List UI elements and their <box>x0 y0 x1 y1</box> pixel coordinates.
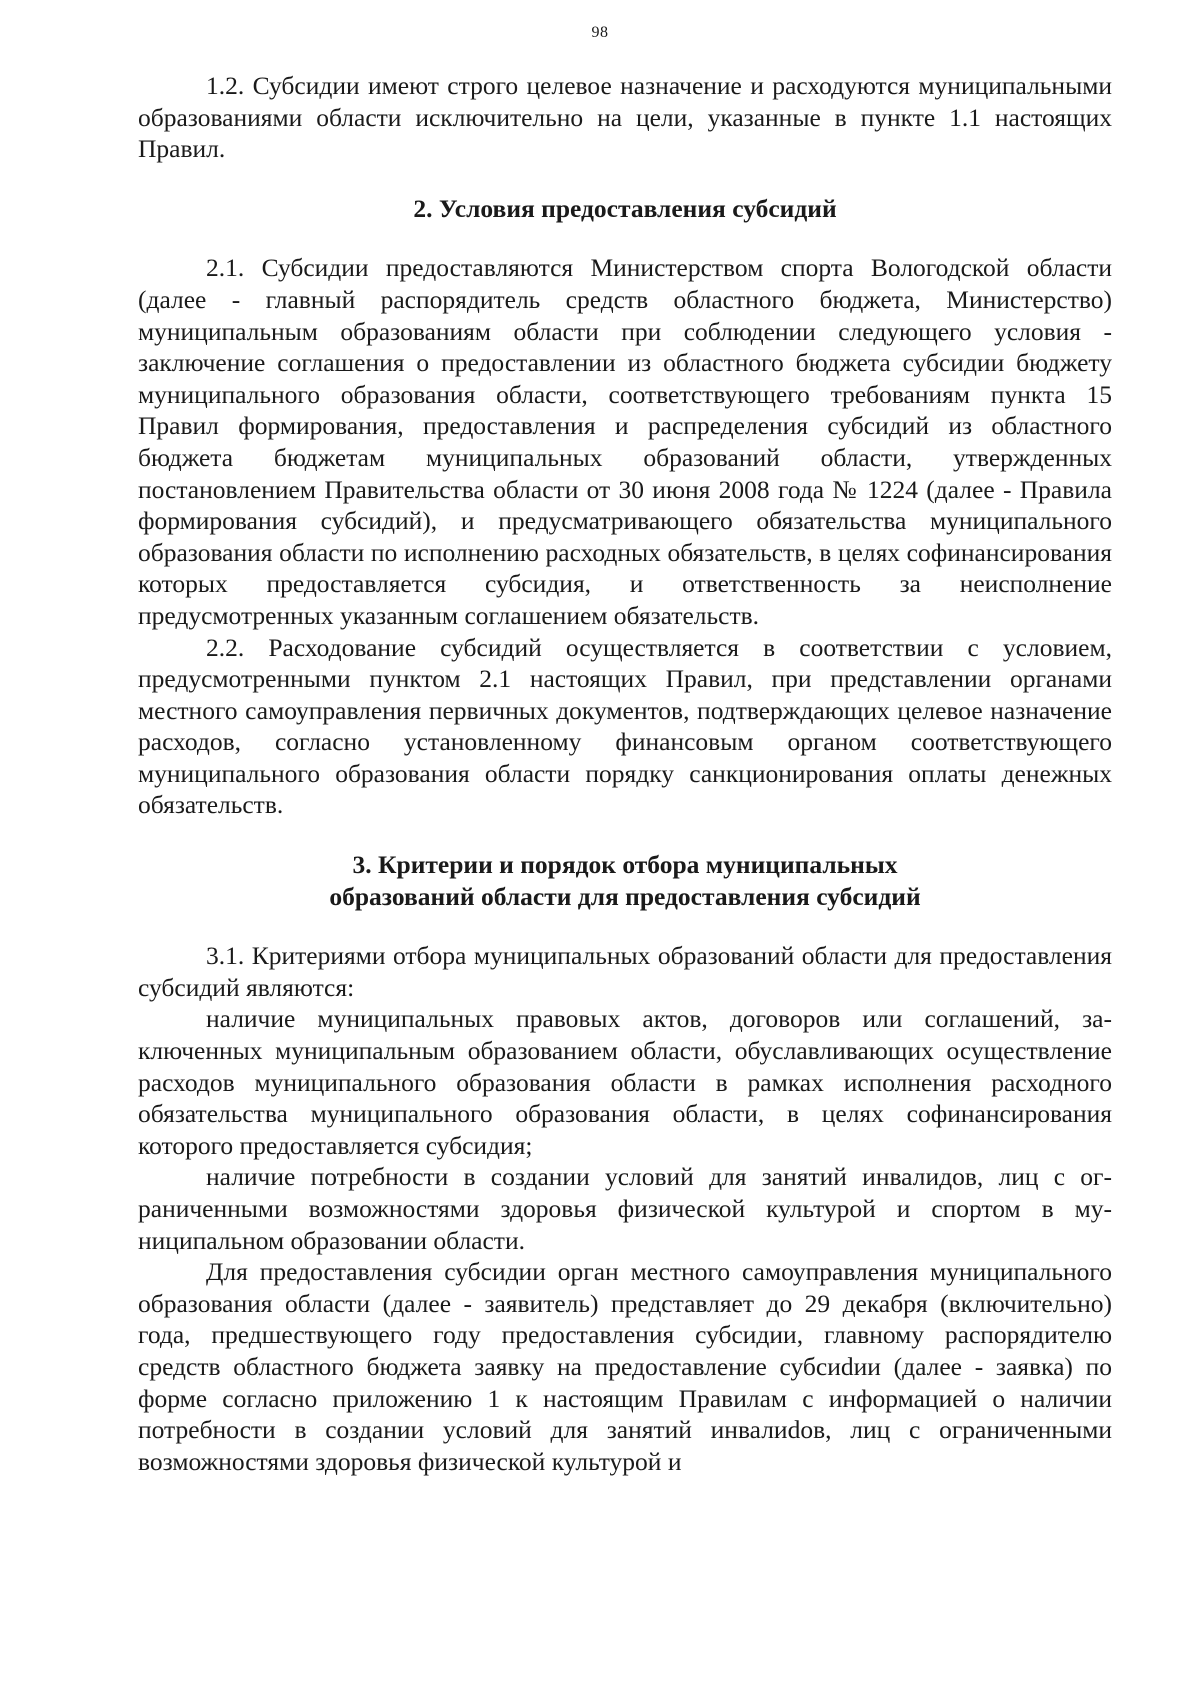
paragraph-2-2: 2.2. Расходование субсидий осуществляется в соответствии с условием, предусмотренными пунктом 2.1 настоящих Правил, при представлении органами местного самоуправления первичных документов, подтверждающих целевое назначение расходов, согласно установленному финансовым органом соответствующего муниципального образования области порядку санкционирования оплаты денежных обязательств. <box>138 632 1112 820</box>
paragraph-application: Для предоставления субсидии орган местного самоуправления муниципального образования области (далее - заявитель) представляет до 29 декабря (включительно) года, предшествующего году предоставления субсидии, главному распорядителю средств областного бюджета заявку на предоставление субсиdии (далее - заявка) по форме согласно приложению 1 к настоящим Правилам с информацией о наличии потребности в создании условий для занятий инвалиdов, лиц с ограниченными возможностями здоровья физической культурой и <box>138 1257 1112 1476</box>
section-heading-2: 2. Условия предоставления субсидий <box>413 193 837 223</box>
section-heading-3 <box>138 849 1112 912</box>
criterion-item-1: наличие муниципальных правовых актов, договоров или соглашений, заключенных муниципальным образованием области, обуславливающих осуществление расходов муниципального образования области в рамках исполнения расходного обязательства муниципального образования области, в целях софинансирования которого предоставляется субсидия; <box>138 1004 1112 1160</box>
criterion-item-2: наличие потребности в создании условий для занятий инвалидов, лиц с ограниченными возможностями здоровья физической культурой и спортом в муниципальном образовании области. <box>138 1162 1112 1255</box>
page-number: 98 <box>591 24 609 41</box>
paragraph-1-2: 1.2. Субсидии имеют строго целевое назначение и расходуются муниципальными образованиями области исключительно на цели, указанные в пункте 1.1 настоящих Правил. <box>138 71 1112 164</box>
section-heading-3-line-1: 3. Критерии и порядок отбора муниципальных <box>352 850 898 880</box>
paragraph-2-1: 2.1. Субсидии предоставляются Министерством спорта Вологодской области (далее - главный распорядитель средств областного бюджета, Министерство) муниципальным образованиям области при соблюдении следующего условия - заключение соглашения о предоставлении из областного бюджета субсидии бюджету муниципального образования области, соответствующего требованиям пункта 15 Правил формирования, предоставления и распределения субсидий из областного бюджета бюджетам муниципальных образований области, утвержденных постановлением Правительства области от 30 июня 2008 года № 1224 (далее - Правила формирования субсидий), и предусматривающего обязательства муниципального образования области по исполнению расходных обязательств, в целях софинансирования которых предоставляется субсидия, и ответственность за неисполнение предусмотренных указанным соглашением обязательств. <box>138 253 1112 630</box>
paragraph-3-1: 3.1. Критериями отбора муниципальных образований области для предоставления субсидий являются: <box>138 941 1112 1002</box>
document-body <box>138 70 1112 1477</box>
section-heading-3-line-2: образований области для предоставления субсидий <box>329 881 921 911</box>
